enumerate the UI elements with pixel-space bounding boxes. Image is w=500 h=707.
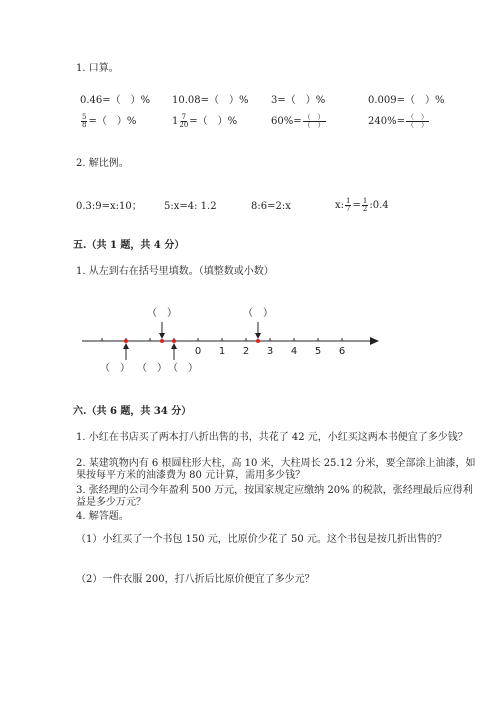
tick-label: 3 [266, 346, 274, 357]
answer-blank[interactable]: （ ） [137, 363, 167, 374]
fraction: $\frac{( )}{( )}$ [406, 113, 428, 129]
axis-arrowhead [370, 337, 379, 345]
answer-blank[interactable]: （ ） [243, 308, 273, 319]
oral-item[interactable]: 60%= $\frac{( )}{( )}$ [271, 113, 325, 129]
question-3: 3. 张经理的公司今年盈利 500 万元，按国家规定应缴纳 20% 的税款，张经理最后应得利益是多少万元？ [76, 485, 473, 508]
question-4: 4. 解答题。 [76, 511, 129, 522]
point-marker [124, 339, 128, 343]
question-4-2: （2）一件衣服 200，打八折后比原价便宜了多少元？ [76, 574, 315, 585]
oral-heading: 1. 口算。 [76, 63, 119, 74]
tick-label: 2 [242, 346, 250, 357]
question-2: 2. 某建筑物内有 6 根圆柱形大柱，高 10 米，大柱周长 25.12 分米，要全部涂上油漆，如果按每平方米的油漆费为 80 元计算，需用多少钱？ [76, 458, 476, 481]
point-marker [160, 339, 164, 343]
point-marker [256, 339, 260, 343]
answer-blank[interactable]: （ ） [100, 363, 130, 374]
tick-label: 6 [338, 346, 346, 357]
oral-item[interactable]: 1 $\frac{7}{20}$ =（ ）% [172, 113, 238, 129]
fraction: $\frac{1}{2}$ [362, 197, 368, 213]
oral-item[interactable]: $\frac{5}{8}$ =（ ）% [82, 113, 137, 129]
ratio-item[interactable]: 0.3:9=x:10； [76, 201, 142, 212]
tick-label: 1 [218, 346, 226, 357]
ratio-item[interactable]: x: $\frac{1}{7}$ = $\frac{1}{2}$ :0.4 [335, 197, 389, 213]
question-4-1: （1）小红买了一个书包 150 元，比原价少花了 50 元。这个书包是按几折出售的？ [76, 534, 447, 545]
answer-blank[interactable]: （ ） [168, 363, 198, 374]
number-line [0, 295, 500, 385]
fraction: $\frac{5}{8}$ [82, 113, 87, 129]
oral-item[interactable]: 240%= $\frac{( )}{( )}$ [368, 113, 428, 129]
oral-item[interactable]: 0.009=（ ）% [368, 95, 445, 106]
answer-blank[interactable]: （ ） [147, 308, 177, 319]
question-1: 1. 小红在书店买了两本打八折出售的书，共花了 42 元，小红买这两本书便宜了多少钱？ [76, 432, 468, 443]
ratio-item[interactable]: 8:6=2:x [251, 201, 291, 212]
section-5-title: 五.（共 1 题，共 4 分） [73, 240, 185, 251]
oral-item[interactable]: 10.08=（ ）% [172, 95, 249, 106]
down-arrows [159, 322, 261, 339]
section-5-question: 1. 从左到右在括号里填数。（填整数或小数） [76, 266, 274, 277]
up-arrows [123, 343, 177, 360]
section-6-title: 六.（共 6 题，共 34 分） [73, 406, 192, 417]
oral-item[interactable]: 0.46=（ ）% [80, 95, 151, 106]
ratio-item[interactable]: 5:x=4: 1.2 [164, 201, 217, 212]
tick-label: 5 [314, 346, 322, 357]
fraction: $\frac{7}{20}$ [179, 113, 189, 129]
oral-item[interactable]: 3=（ ）% [271, 95, 326, 106]
fraction: $\frac{( )}{( )}$ [303, 113, 325, 129]
point-marker [172, 339, 176, 343]
ratio-heading: 2. 解比例。 [76, 158, 129, 169]
tick-label: 4 [290, 346, 298, 357]
tick-label: 0 [194, 346, 202, 357]
fraction: $\frac{1}{7}$ [346, 197, 351, 213]
